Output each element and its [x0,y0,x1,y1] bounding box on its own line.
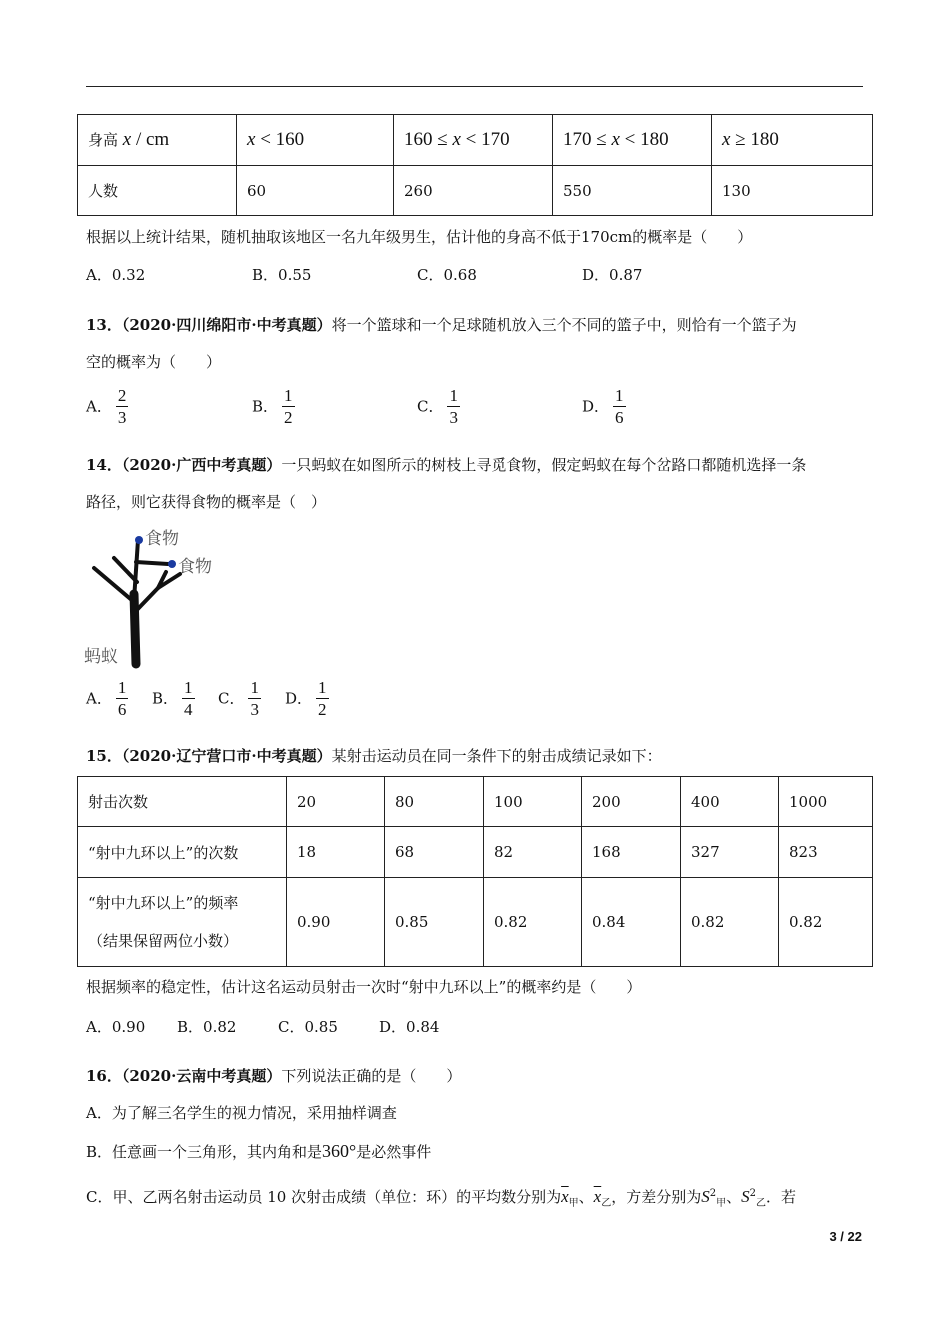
table-cell: 160 ≤ x < 170 [394,115,553,166]
q13-line1: 13．（2020·四川绵阳市·中考真题）将一个篮球和一个足球随机放入三个不同的篮子中，则恰有一个篮子为 [86,316,797,334]
table-cell: 人数 [78,166,237,216]
table-cell: 550 [553,166,712,216]
q12-option-d[interactable]: D．0.87 [582,266,643,284]
q15-option-c[interactable]: C．0.85 [278,1018,338,1036]
table-cell: 130 [712,166,873,216]
table-cell: 823 [779,827,873,878]
q14-line2: 路径，则它获得食物的概率是（ ） [86,493,327,511]
table-cell: 400 [681,777,779,827]
q12-option-a[interactable]: A．0.32 [86,266,146,284]
table-cell: 80 [385,777,484,827]
table-cell: 0.82 [681,878,779,967]
q15-source: 15．（2020·辽宁营口市·中考真题） [86,747,332,765]
table-cell: 200 [582,777,681,827]
table-cell: 327 [681,827,779,878]
table-cell: x ≥ 180 [712,115,873,166]
table-cell: 射击次数 [78,777,287,827]
q14-option-b[interactable]: B． $\frac{1}{4}$ [152,678,193,719]
food-dot-icon [168,560,176,568]
q14-option-c[interactable]: C． $\frac{1}{3}$ [218,678,259,719]
food-dot-icon [135,536,143,544]
table-cell: 0.82 [484,878,582,967]
q15-text: 根据频率的稳定性，估计这名运动员射击一次时“射中九环以上”的概率约是（ ） [86,978,642,996]
q16-option-b[interactable]: B．任意画一个三角形，其内角和是360°是必然事件 [86,1141,432,1161]
table-cell: 82 [484,827,582,878]
q13-option-c[interactable]: C． $\frac{1}{3}$ [417,386,458,427]
food-label: 食物 [145,529,179,549]
q16-option-a[interactable]: A．为了解三名学生的视力情况，采用抽样调查 [86,1104,397,1122]
table-cell: 1000 [779,777,873,827]
page-number: 3 / 22 [829,1229,862,1244]
table-cell: 170 ≤ x < 180 [553,115,712,166]
q15-line1: 15．（2020·辽宁营口市·中考真题）某射击运动员在同一条件下的射击成绩记录如下： [86,747,662,765]
q16-source: 16．（2020·云南中考真题） [86,1067,282,1085]
table-cell: 20 [287,777,385,827]
tree-figure [84,524,234,670]
q12-text: 根据以上统计结果，随机抽取该地区一名九年级男生，估计他的身高不低于170cm的概率是（ ） [86,228,753,246]
table-cell: 168 [582,827,681,878]
table-cell: 0.84 [582,878,681,967]
q13-source: 13．（2020·四川绵阳市·中考真题） [86,316,332,334]
q13-option-a[interactable]: A． $\frac{2}{3}$ [86,386,127,427]
table-cell: 0.90 [287,878,385,967]
table-cell: 18 [287,827,385,878]
q16-option-c[interactable]: C．甲、乙两名射击运动员 10 次射击成绩（单位：环）的平均数分别为$\overline{x}_甲$、$\overline{x}_乙$，方差分别为$S^2_甲$、$S^2_乙$．若 [86,1187,797,1209]
table-cell: 0.82 [779,878,873,967]
q15-option-a[interactable]: A．0.90 [86,1018,146,1036]
table-cell: x < 160 [237,115,394,166]
table-cell: “射中九环以上”的次数 [78,827,287,878]
q13-option-d[interactable]: D． $\frac{1}{6}$ [582,386,624,427]
q14-line1: 14．（2020·广西中考真题）一只蚂蚁在如图所示的树枝上寻觅食物，假定蚂蚁在每个岔路口都随机选择一条 [86,456,807,474]
height-table [77,114,873,216]
q14-option-d[interactable]: D． $\frac{1}{2}$ [285,678,327,719]
q13-option-b[interactable]: B． $\frac{1}{2}$ [252,386,293,427]
q14-option-a[interactable]: A． $\frac{1}{6}$ [86,678,127,719]
q12-option-c[interactable]: C．0.68 [417,266,477,284]
q15-option-b[interactable]: B．0.82 [177,1018,237,1036]
table-cell: 60 [237,166,394,216]
table-cell: 身高 x / cm [78,115,237,166]
table-cell: 0.85 [385,878,484,967]
q13-line2: 空的概率为（ ） [86,353,222,371]
food-label: 食物 [178,557,212,577]
ant-label: 蚂蚁 [84,647,118,667]
header-rule [86,86,863,87]
table-cell: 260 [394,166,553,216]
table-cell: 100 [484,777,582,827]
q16-line1: 16．（2020·云南中考真题）下列说法正确的是（ ） [86,1067,462,1085]
table-cell: “射中九环以上”的频率 （结果保留两位小数） [78,878,287,967]
shooting-table [77,776,873,967]
q15-option-d[interactable]: D．0.84 [379,1018,440,1036]
table-cell: 68 [385,827,484,878]
q14-source: 14．（2020·广西中考真题） [86,456,282,474]
q12-option-b[interactable]: B．0.55 [252,266,312,284]
